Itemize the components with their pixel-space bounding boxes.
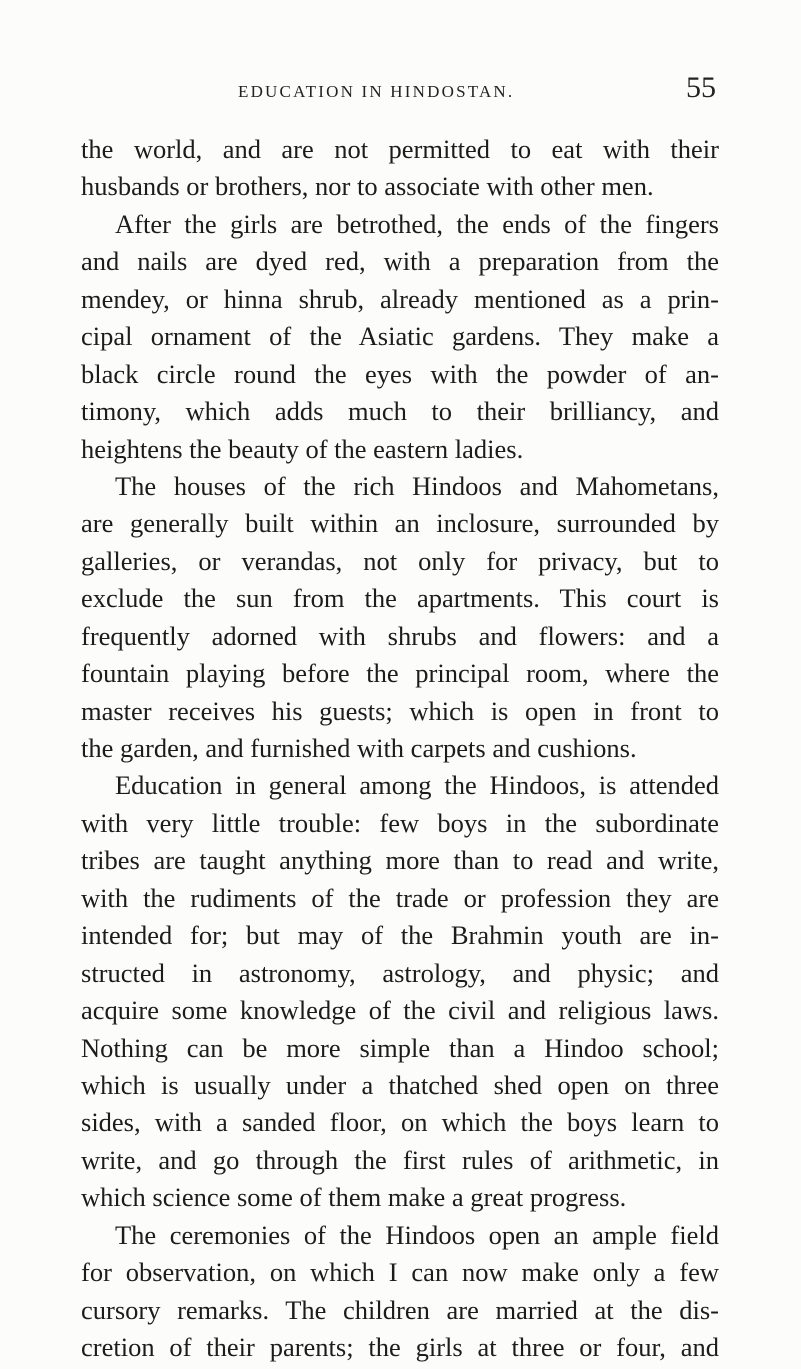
- text-line: black circle round the eyes with the powder of an-: [81, 358, 719, 389]
- text-line: for observation, on which I can now make only a few: [81, 1257, 719, 1288]
- text-line: mendey, or hinna shrub, already mentioned as a prin-: [81, 283, 719, 314]
- text-line: heightens the beauty of the eastern ladies.: [81, 433, 524, 464]
- text-line: write, and go through the first rules of arithmetic, in: [81, 1144, 719, 1175]
- text-line: cipal ornament of the Asiatic gardens. They make a: [81, 321, 719, 352]
- body-text: [81, 131, 719, 1366]
- text-line: husbands or brothers, nor to associate with other men.: [81, 171, 654, 202]
- text-line: the garden, and furnished with carpets and cushions.: [81, 733, 637, 763]
- text-line: acquire some knowledge of the civil and religious laws.: [81, 995, 719, 1026]
- text-line: frequently adorned with shrubs and flowers: and a: [81, 620, 719, 651]
- text-line: After the girls are betrothed, the ends of the fingers: [115, 208, 719, 239]
- text-line: timony, which adds much to their brilliancy, and: [81, 396, 719, 427]
- text-line: tribes are taught anything more than to read and write,: [81, 845, 719, 876]
- text-line: cursory remarks. The children are married at the dis-: [81, 1294, 719, 1325]
- text-line: master receives his guests; which is open in front to: [81, 695, 719, 726]
- running-head: EDUCATION IN HINDOSTAN.: [238, 82, 515, 101]
- text-line: which science some of them make a great progress.: [81, 1182, 627, 1213]
- text-line: structed in astronomy, astrology, and physic; and: [81, 957, 719, 988]
- text-line: Education in general among the Hindoos, is attended: [115, 770, 719, 801]
- text-line: exclude the sun from the apartments. This court is: [81, 583, 719, 614]
- text-line: and nails are dyed red, with a preparation from the: [81, 246, 719, 277]
- text-line: galleries, or verandas, not only for privacy, but to: [81, 545, 719, 576]
- page-number: 55: [686, 71, 716, 104]
- text-line: cretion of their parents; the girls at three or four, and: [81, 1332, 719, 1362]
- text-line: with very little trouble: few boys in the subordinate: [81, 807, 719, 838]
- text-line: Nothing can be more simple than a Hindoo school;: [81, 1032, 719, 1063]
- text-line: The ceremonies of the Hindoos open an ample field: [115, 1219, 719, 1250]
- text-line: are generally built within an inclosure, surrounded by: [81, 508, 719, 539]
- text-line: with the rudiments of the trade or profession they are: [81, 882, 719, 913]
- text-line: the world, and are not permitted to eat with their: [81, 134, 719, 164]
- text-line: The houses of the rich Hindoos and Mahometans,: [115, 470, 719, 501]
- text-line: fountain playing before the principal room, where the: [81, 658, 719, 689]
- text-line: sides, with a sanded floor, on which the boys learn to: [81, 1107, 719, 1138]
- text-line: intended for; but may of the Brahmin youth are in-: [81, 920, 719, 951]
- text-line: which is usually under a thatched shed open on three: [81, 1069, 719, 1100]
